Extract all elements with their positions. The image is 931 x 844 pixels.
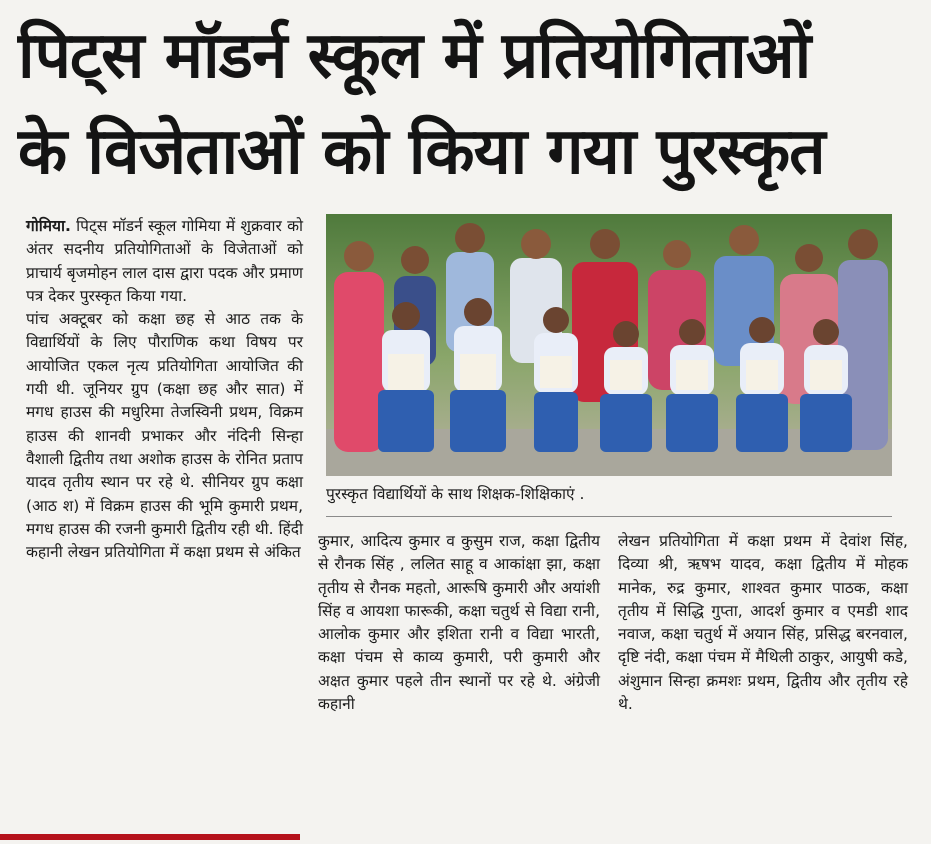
headline-line-2: के विजेताओं को किया गया पुरस्कृत bbox=[18, 115, 825, 189]
photo-caption: पुरस्कृत विद्यार्थियों के साथ शिक्षक-शिक्षिकाएं . bbox=[326, 485, 585, 503]
article-column-2 bbox=[318, 530, 600, 716]
article-column-3-text: लेखन प्रतियोगिता में कक्षा प्रथम में देवांश सिंह, दिव्या श्री, ऋषभ यादव, कक्षा द्वितीय में मोहक मानेक, रुद्र कुमार, शाश्वत कुमार पाठक, कक्षा तृतीय में सिद्धि गुप्ता, आदर्श कुमार व एमडी शाद नवाज, कक्षा चतुर्थ में अयान सिंह, प्रसिद्ध बरनवाल, दृष्टि नंदी, कक्षा पंचम में मैथिली ठाकुर, आयुषी कडे, अंशुमान सिन्हा क्रमशः प्रथम, द्वितीय और तृतीय रहे थे. bbox=[618, 532, 908, 714]
group-photo bbox=[326, 214, 892, 476]
group-photo-illustration bbox=[326, 214, 892, 476]
article-paragraph-2: पांच अक्टूबर को कक्षा छह से आठ तक के विद्यार्थियों के लिए पौराणिक कथा विषय पर आयोजित एकल नृत्य प्रतियोगिता आयोजित की गयी थी. जूनियर ग्रुप (कक्षा छह और सात) में मगध हाउस की मधुरिमा तेजस्विनी प्रथम, विक्रम हाउस की शानवी प्रभाकर और नंदिनी सिन्हा वैशाली द्वितीय तथा अशोक हाउस के रोनित प्रताप यादव तृतीय स्थान पर रहे थे. सीनियर ग्रुप कक्षा (आठ श) में विक्रम हाउस की भूमि कुमारी प्रथम, मगध हाउस की रजनी कुमारी द्वितीय रही थी. हिंदी कहानी लेखन प्रतियोगिता में कक्षा प्रथम से अंकित bbox=[26, 310, 303, 562]
article-column-2-text: कुमार, आदित्य कुमार व कुसुम राज, कक्षा द्वितीय से रौनक सिंह , ललित साहू व आकांक्षा झा, कक्षा तृतीय से रौनक महतो, आरूषि कुमारी और अयांशी सिंह व आयशा फारूकी, कक्षा चतुर्थ से विद्या रानी, आलोक कुमार और इशिता रानी व विद्या भारती, कक्षा पंचम से काव्य कुमारी, परी कुमारी और अक्षत कुमार पहले तीन स्थानों पर रहे थे. अंग्रेजी कहानी bbox=[318, 532, 600, 714]
headline-line-1: पिट्स मॉडर्न स्कूल में प्रतियोगिताओं bbox=[18, 19, 811, 93]
paragraph-1-text: पिट्स मॉडर्न स्कूल गोमिया में शुक्रवार को अंतर सदनीय प्रतियोगिताओं के विजेताओं को प्राचार्य बृजमोहन लाल दास द्वारा पदक और प्रमाण पत्र देकर पुरस्कृत किया गया. bbox=[26, 217, 303, 305]
article-column-1 bbox=[26, 215, 303, 564]
article-column-3 bbox=[618, 530, 908, 716]
article-paragraph-1 bbox=[26, 215, 303, 308]
headline bbox=[18, 8, 918, 200]
dateline: गोमिया. bbox=[26, 217, 71, 235]
section-rule bbox=[0, 834, 300, 840]
caption-divider bbox=[326, 516, 892, 517]
